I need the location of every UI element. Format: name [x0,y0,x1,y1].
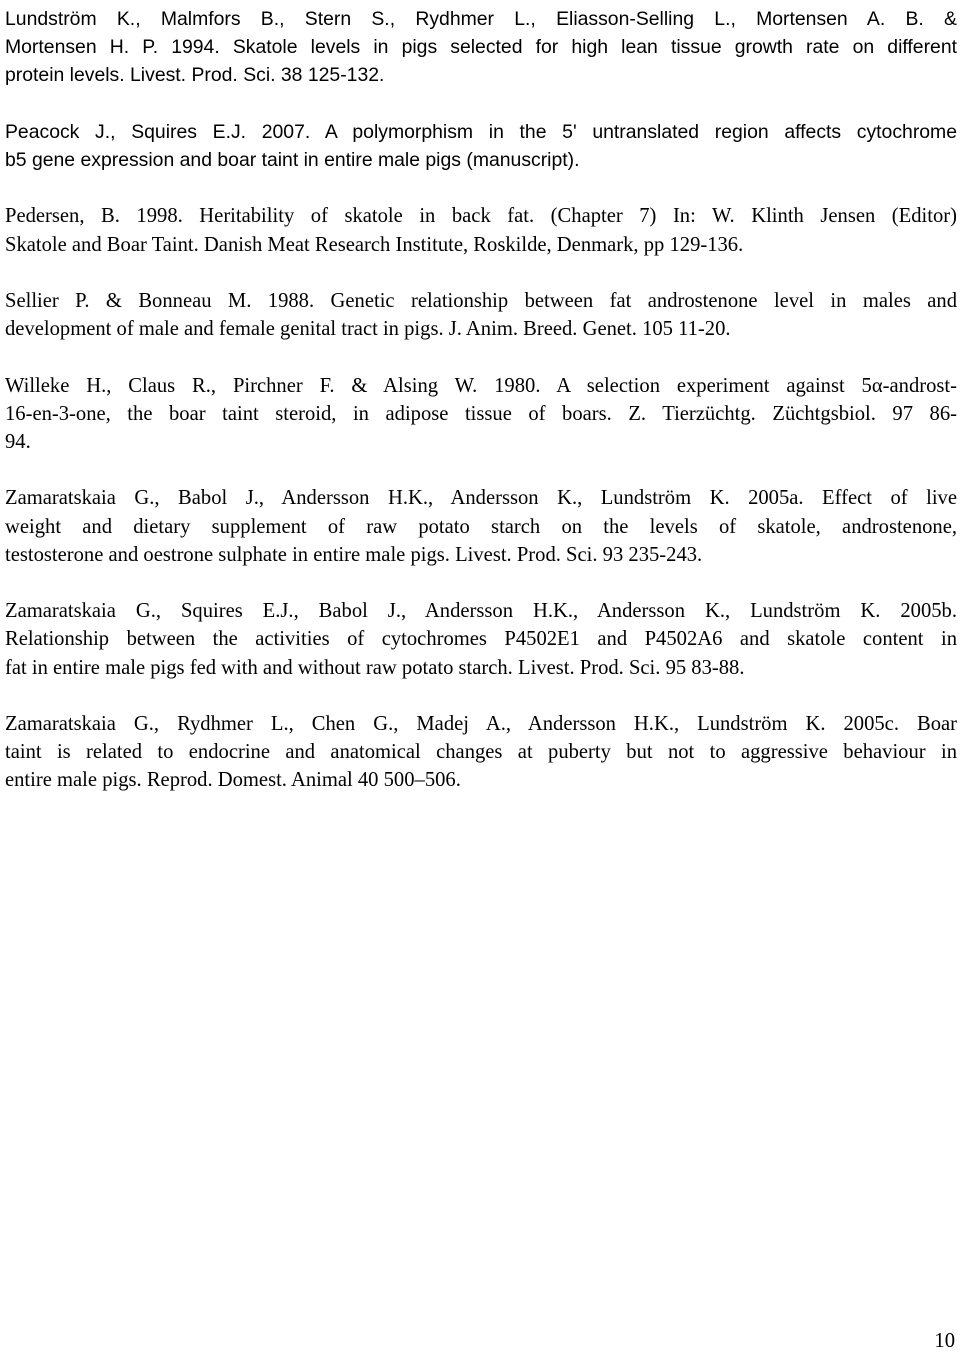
reference-entry [5,287,957,343]
reference-line: Mortensen H. P. 1994. Skatole levels in pigs selected for high lean tissue growth rate on different [5,36,957,59]
reference-list [5,5,957,795]
reference-spacer [5,174,957,202]
reference-spacer [5,569,957,597]
reference-line: protein levels. Livest. Prod. Sci. 38 125-132. [5,64,385,87]
reference-line: Zamaratskaia G., Rydhmer L., Chen G., Madej A., Andersson H.K., Lundström K. 2005c. Boar [5,712,957,735]
reference-entry [5,372,957,457]
reference-line: 94. [5,430,31,453]
reference-line: 16-en-3-one, the boar taint steroid, in adipose tissue of boars. Z. Tierzüchtg. Züchtgsbiol. 97 86- [5,402,957,425]
reference-line: Sellier P. & Bonneau M. 1988. Genetic relationship between fat androstenone level in males and [5,289,957,312]
reference-line: Relationship between the activities of cytochromes P4502E1 and P4502A6 and skatole content in [5,628,957,651]
reference-entry [5,118,957,174]
reference-spacer [5,90,957,118]
reference-line: b5 gene expression and boar taint in entire male pigs (manuscript). [5,149,580,171]
reference-line: Lundström K., Malmfors B., Stern S., Rydhmer L., Eliasson-Selling L., Mortensen A. B. & [5,8,957,30]
reference-line: testosterone and oestrone sulphate in entire male pigs. Livest. Prod. Sci. 93 235-243. [5,543,703,566]
reference-spacer [5,343,957,371]
reference-entry [5,597,957,682]
reference-line: taint is related to endocrine and anatomical changes at puberty but not to aggressive behaviour in [5,741,957,764]
reference-spacer [5,682,957,710]
reference-entry [5,710,957,795]
reference-line: Willeke H., Claus R., Pirchner F. & Alsing W. 1980. A selection experiment against 5α-androst- [5,374,957,397]
reference-line: Skatole and Boar Taint. Danish Meat Research Institute, Roskilde, Denmark, pp 129-136. [5,233,744,256]
reference-entry [5,5,957,90]
reference-line: fat in entire male pigs fed with and without raw potato starch. Livest. Prod. Sci. 95 83-88. [5,656,745,679]
reference-line: Pedersen, B. 1998. Heritability of skatole in back fat. (Chapter 7) In: W. Klinth Jensen (Editor) [5,205,957,228]
reference-entry [5,484,957,569]
reference-entry [5,202,957,258]
reference-line: Zamaratskaia G., Babol J., Andersson H.K., Andersson K., Lundström K. 2005a. Effect of live [5,487,957,510]
page-number: 10 [934,1330,955,1352]
reference-line: weight and dietary supplement of raw potato starch on the levels of skatole, androstenone, [5,515,957,538]
reference-line: entire male pigs. Reprod. Domest. Animal 40 500–506. [5,769,461,792]
reference-spacer [5,456,957,484]
reference-line: Peacock J., Squires E.J. 2007. A polymorphism in the 5' untranslated region affects cytochrome [5,120,957,143]
reference-spacer [5,259,957,287]
reference-line: Zamaratskaia G., Squires E.J., Babol J., Andersson H.K., Andersson K., Lundström K. 2005b. [5,600,957,623]
reference-line: development of male and female genital tract in pigs. J. Anim. Breed. Genet. 105 11-20. [5,318,731,341]
